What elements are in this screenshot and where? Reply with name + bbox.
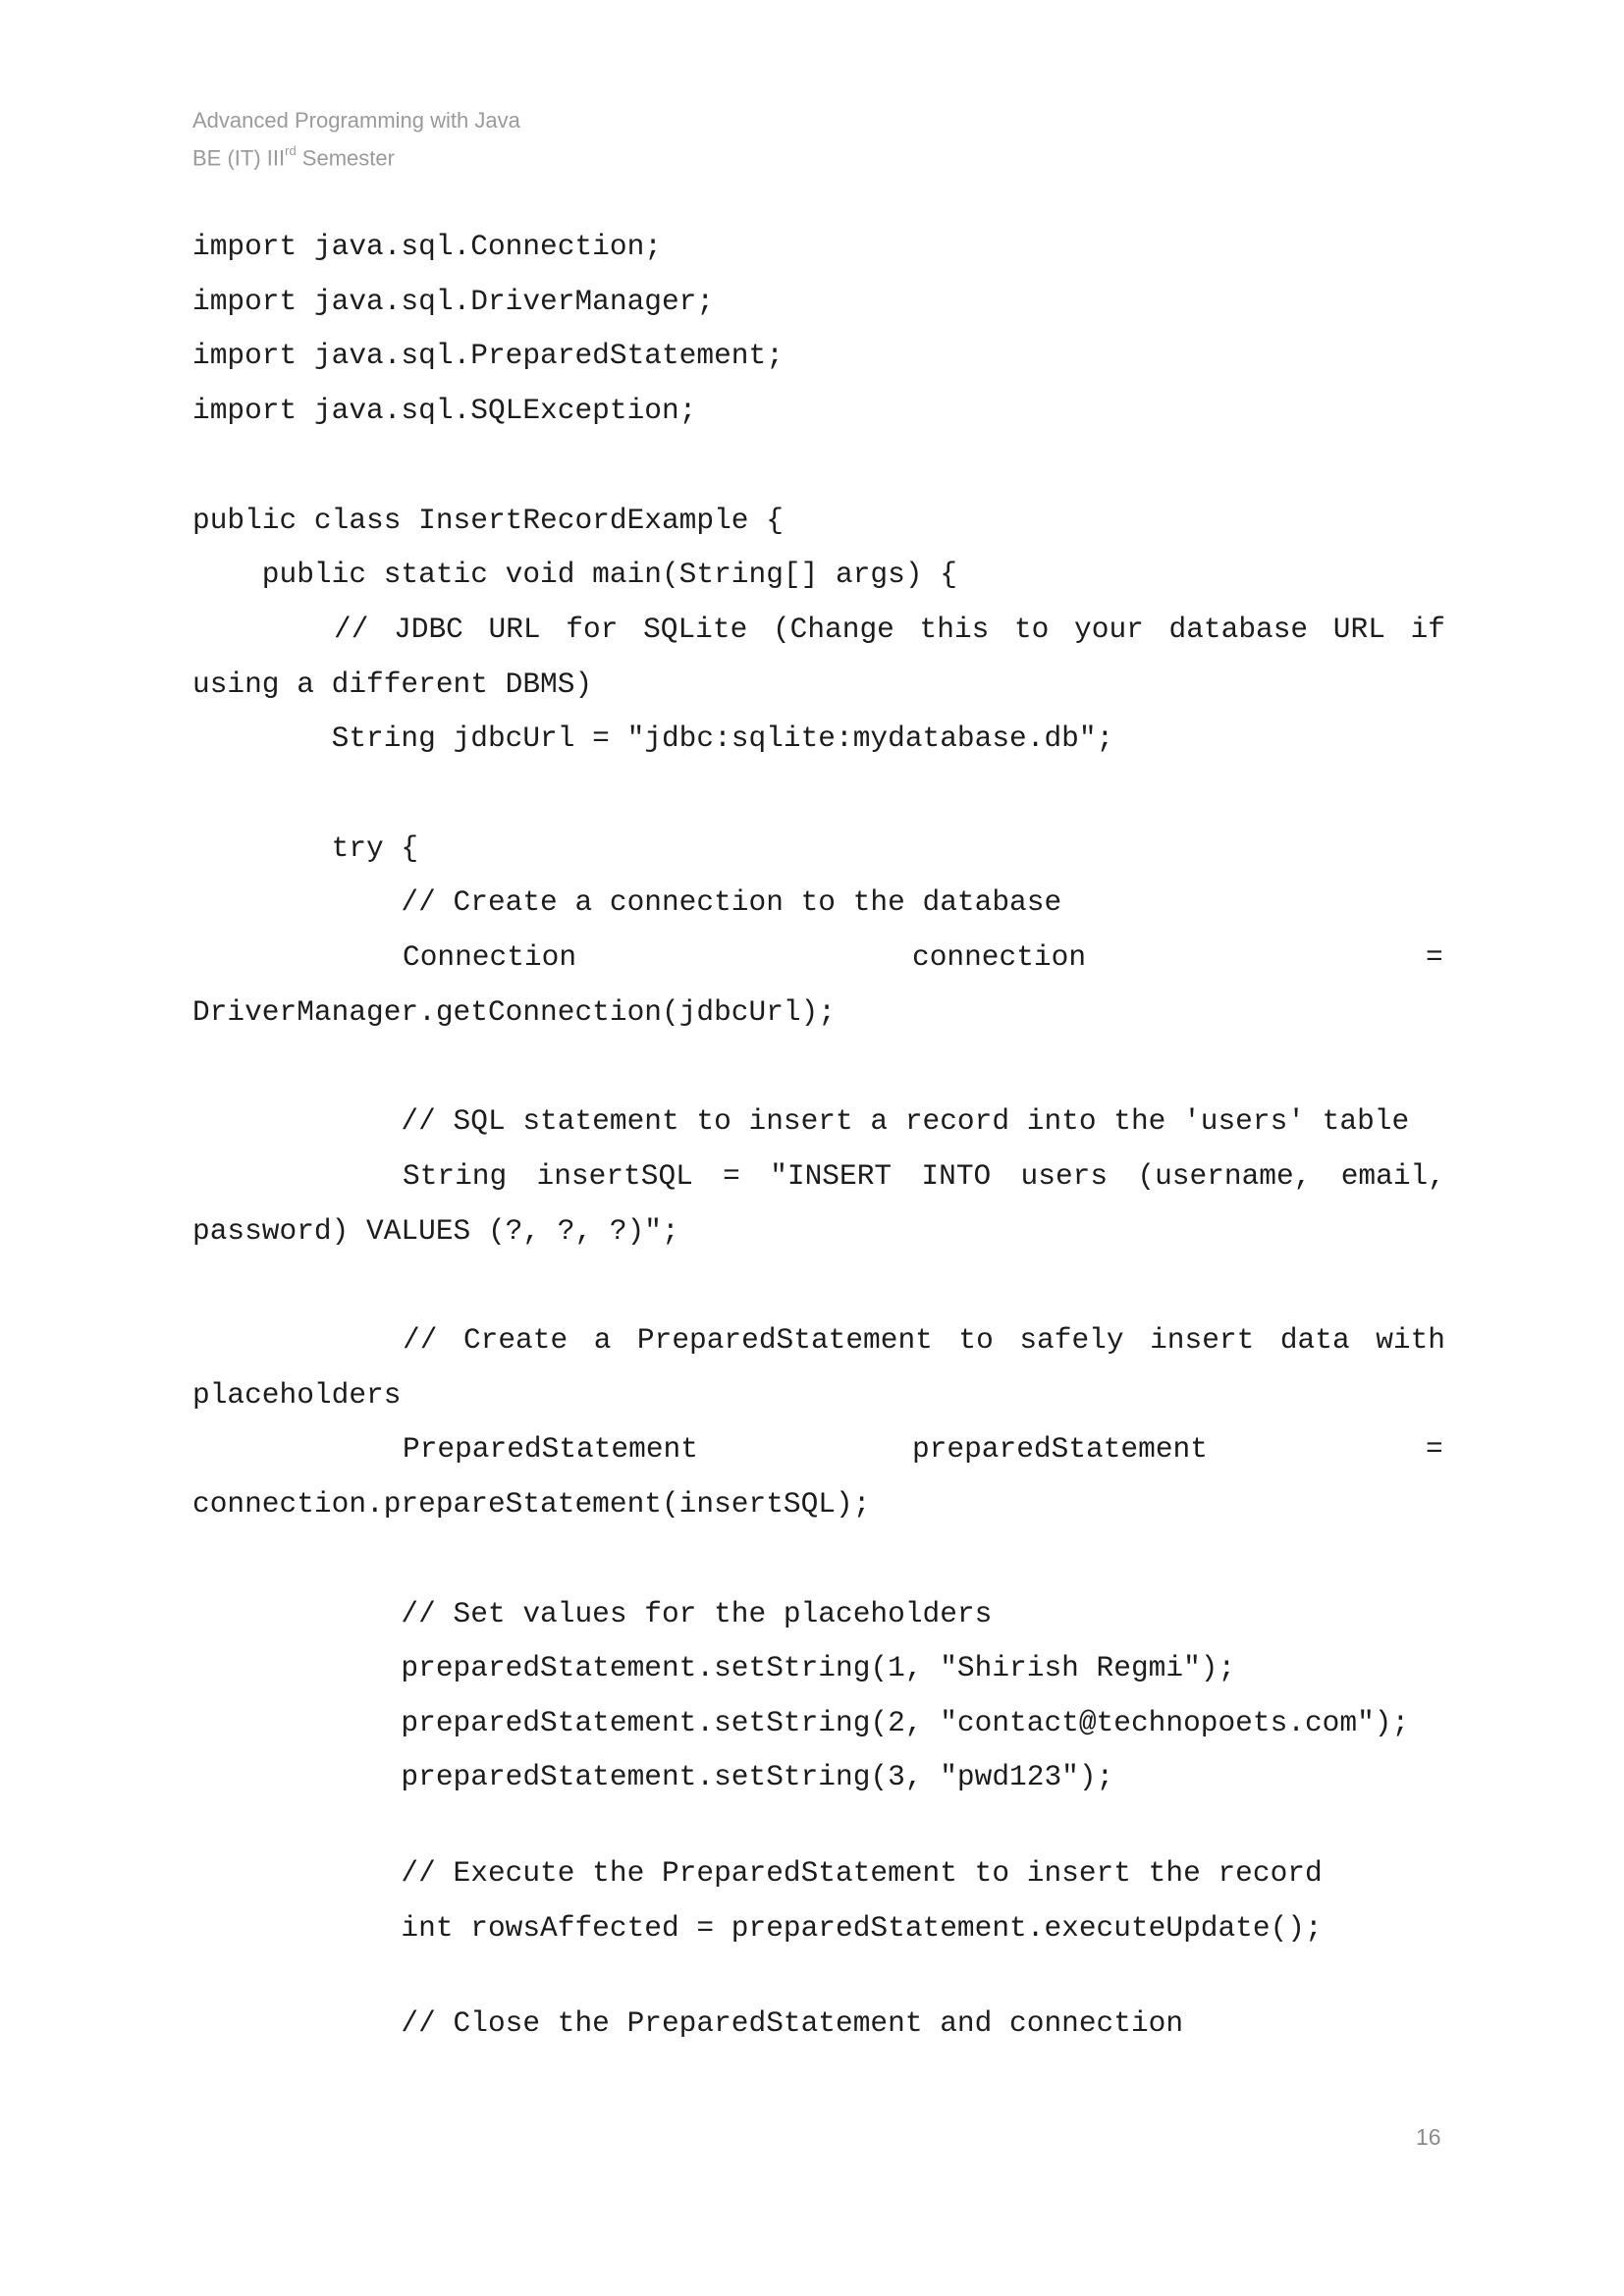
code-line: placeholders bbox=[192, 1378, 402, 1412]
code-line: import java.sql.SQLException; bbox=[192, 394, 697, 427]
code-line: // Execute the PreparedStatement to insert the record bbox=[192, 1856, 1323, 1890]
code-token: this bbox=[919, 613, 990, 646]
code-line: preparedStatement.setString(2, "contact@technopoets.com"); bbox=[192, 1706, 1410, 1739]
code-token: SQLite bbox=[643, 613, 748, 646]
code-line: try { bbox=[192, 831, 419, 865]
code-token: a bbox=[593, 1323, 612, 1357]
code-line: // SQL statement to insert a record into the 'users' table bbox=[192, 1104, 1410, 1138]
code-line: import java.sql.DriverManager; bbox=[192, 285, 715, 318]
code-line: int rowsAffected = preparedStatement.executeUpdate(); bbox=[192, 1911, 1323, 1945]
code-token: to bbox=[1013, 613, 1050, 646]
code-token: with bbox=[1376, 1323, 1445, 1357]
code-token: JDBC bbox=[394, 613, 463, 646]
code-line-justified bbox=[403, 1322, 1445, 1358]
code-line: import java.sql.PreparedStatement; bbox=[192, 339, 784, 372]
code-token: users bbox=[1020, 1159, 1109, 1193]
code-token: Create bbox=[462, 1323, 568, 1357]
code-token: (Change bbox=[772, 613, 894, 646]
code-line: Connection bbox=[403, 940, 577, 974]
code-token: "INSERT bbox=[770, 1159, 893, 1193]
code-line: using a different DBMS) bbox=[192, 667, 593, 701]
code-token: insertSQL bbox=[536, 1159, 693, 1193]
code-token: (username, bbox=[1137, 1159, 1312, 1193]
code-line: password) VALUES (?, ?, ?)"; bbox=[192, 1214, 679, 1248]
code-line: PreparedStatement bbox=[403, 1432, 698, 1466]
code-line: // Set values for the placeholders bbox=[192, 1597, 993, 1630]
code-line: = bbox=[1426, 1432, 1443, 1466]
code-token: = bbox=[723, 1159, 740, 1193]
code-token: // bbox=[403, 1323, 438, 1357]
code-line-justified bbox=[334, 612, 1445, 647]
header-course-title: Advanced Programming with Java bbox=[192, 108, 520, 133]
code-token: data bbox=[1279, 1323, 1350, 1357]
code-line: public class InsertRecordExample { bbox=[192, 504, 784, 537]
code-line: // Close the PreparedStatement and connection bbox=[192, 2006, 1184, 2040]
code-token: database bbox=[1168, 613, 1309, 646]
code-token: insert bbox=[1150, 1323, 1255, 1357]
code-token: URL bbox=[488, 613, 541, 646]
code-line: DriverManager.getConnection(jdbcUrl); bbox=[192, 995, 837, 1029]
page-number: 16 bbox=[1416, 2124, 1441, 2150]
code-token: if bbox=[1410, 613, 1445, 646]
code-line: import java.sql.Connection; bbox=[192, 230, 662, 263]
code-token: URL bbox=[1332, 613, 1385, 646]
code-token: String bbox=[403, 1159, 508, 1193]
code-token: PreparedStatement bbox=[636, 1323, 933, 1357]
code-line: = bbox=[1426, 940, 1443, 974]
code-line: preparedStatement.setString(3, "pwd123"); bbox=[192, 1760, 1114, 1793]
code-token: // bbox=[334, 613, 369, 646]
header-semester: BE (IT) IIIrd Semester bbox=[192, 143, 395, 171]
code-token: email, bbox=[1340, 1159, 1445, 1193]
code-token: for bbox=[566, 613, 619, 646]
code-line: connection.prepareStatement(insertSQL); bbox=[192, 1487, 871, 1521]
code-token: your bbox=[1074, 613, 1144, 646]
code-line: public static void main(String[] args) { bbox=[192, 558, 957, 591]
code-token: to bbox=[958, 1323, 994, 1357]
code-token: safely bbox=[1019, 1323, 1124, 1357]
code-token: INTO bbox=[921, 1159, 992, 1193]
code-line: preparedStatement.setString(1, "Shirish Regmi"); bbox=[192, 1651, 1236, 1684]
code-line-justified bbox=[403, 1158, 1445, 1194]
code-line: connection bbox=[912, 940, 1087, 974]
code-line: // Create a connection to the database bbox=[192, 885, 1062, 919]
code-line: preparedStatement bbox=[912, 1432, 1208, 1466]
code-line: String jdbcUrl = "jdbc:sqlite:mydatabase.db"; bbox=[192, 721, 1114, 755]
